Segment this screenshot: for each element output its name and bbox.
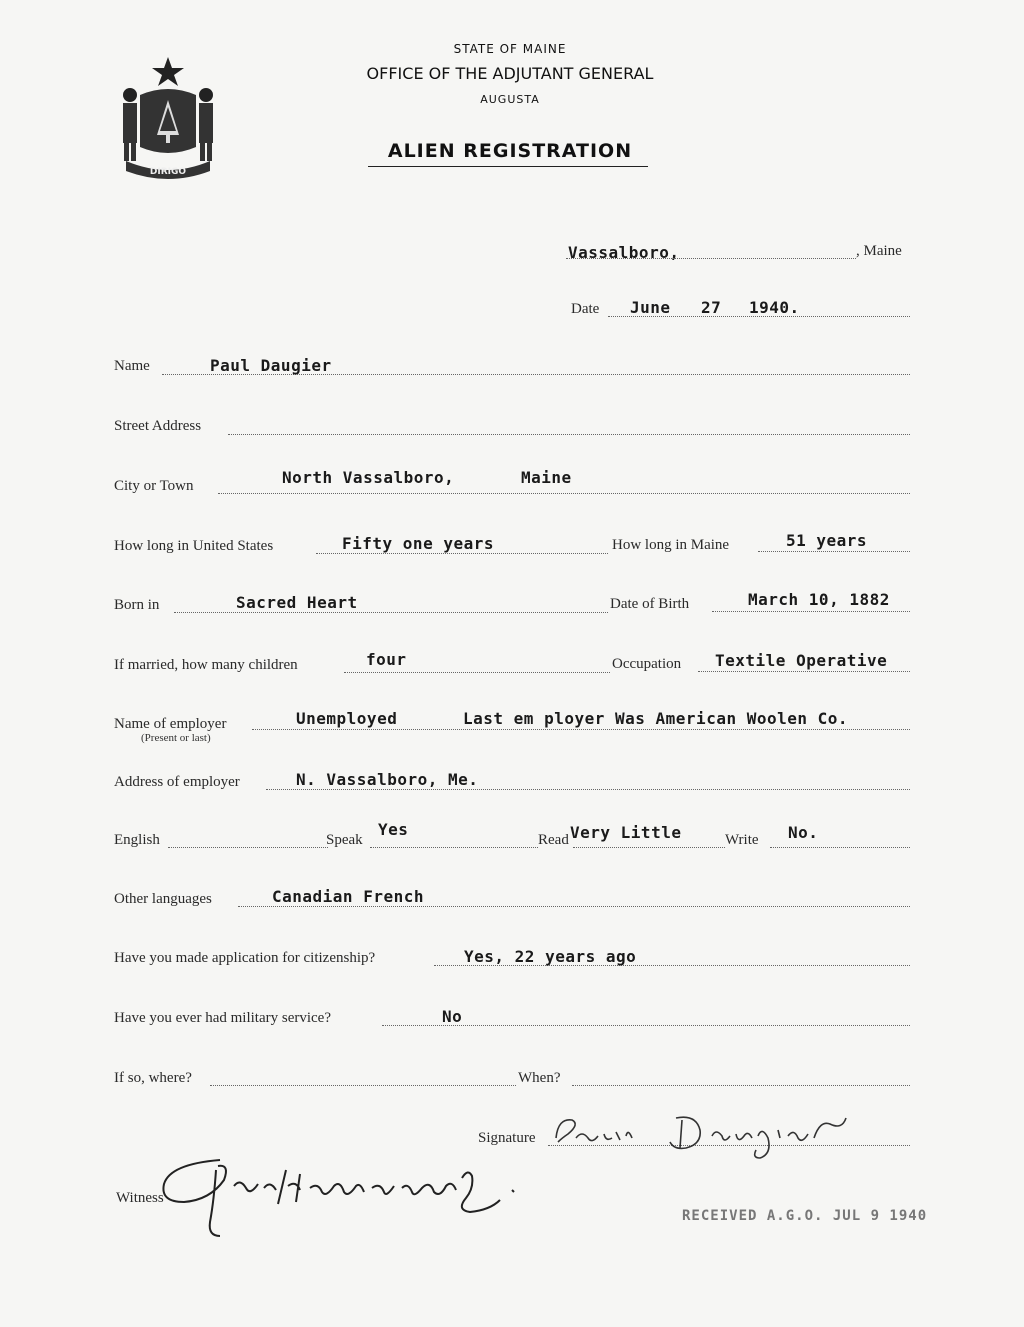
town-line: [566, 258, 856, 259]
born-in-value: Sacred Heart: [236, 593, 358, 612]
how-long-us-value: Fifty one years: [342, 534, 494, 553]
speak-line: [370, 847, 538, 848]
citizenship-label: Have you made application for citizenship?: [114, 950, 376, 966]
city-label: City or Town: [114, 478, 194, 494]
city-value-state: Maine: [521, 468, 572, 487]
employer-address-line: [266, 789, 910, 790]
speak-value: Yes: [378, 820, 409, 839]
other-languages-value: Canadian French: [272, 887, 424, 906]
how-long-maine-value: 51 years: [786, 531, 868, 550]
dob-line: [712, 611, 910, 612]
military-label: Have you ever had military service?: [114, 1010, 331, 1026]
date-label: Date: [571, 301, 600, 317]
city-line: [218, 493, 910, 494]
read-label: Read: [538, 832, 569, 848]
english-line: [168, 847, 328, 848]
name-label: Name: [114, 358, 150, 374]
occupation-label: Occupation: [612, 656, 682, 672]
maine-state-seal-icon: [112, 55, 224, 180]
street-label: Street Address: [114, 418, 202, 434]
when-label: When?: [518, 1070, 561, 1086]
town-value: Vassalboro,: [568, 243, 680, 262]
other-languages-label: Other languages: [114, 891, 212, 907]
page-title: ALIEN REGISTRATION: [387, 140, 633, 162]
signature-label: Signature: [478, 1130, 536, 1146]
children-label: If married, how many children: [114, 657, 298, 673]
children-value: four: [366, 650, 407, 669]
how-long-us-line: [316, 553, 608, 554]
dob-label: Date of Birth: [610, 596, 690, 612]
occupation-value: Textile Operative: [715, 651, 888, 670]
occupation-line: [698, 671, 910, 672]
children-line: [344, 672, 610, 673]
date-month: June: [630, 298, 671, 317]
speak-label: Speak: [326, 832, 363, 848]
header-state: STATE OF MAINE: [453, 42, 567, 56]
header-city: AUGUSTA: [480, 93, 540, 106]
dob-value: March 10, 1882: [748, 590, 890, 609]
employer-sublabel: (Present or last): [141, 732, 211, 744]
military-value: No: [442, 1007, 463, 1026]
svg-text:DIRIGO: DIRIGO: [149, 167, 187, 177]
born-in-label: Born in: [114, 597, 160, 613]
read-line: [573, 847, 725, 848]
write-value: No.: [788, 823, 819, 842]
state-label: , Maine: [856, 243, 902, 259]
date-day: 27: [701, 298, 722, 317]
other-languages-line: [238, 906, 910, 907]
write-label: Write: [725, 832, 759, 848]
city-value: North Vassalboro,: [282, 468, 455, 487]
witness-handwriting: [150, 1140, 530, 1240]
how-long-maine-line: [758, 551, 910, 552]
date-year: 1940.: [749, 298, 800, 317]
where-line: [210, 1085, 516, 1086]
witness-label: Witness: [116, 1190, 164, 1206]
signature-handwriting: [546, 1108, 866, 1162]
employer-line: [252, 729, 910, 730]
born-in-line: [174, 612, 608, 613]
when-line: [572, 1085, 910, 1086]
citizenship-value: Yes, 22 years ago: [464, 947, 637, 966]
read-value: Very Little: [570, 823, 682, 842]
title-underline: [368, 166, 648, 167]
employer-address-value: N. Vassalboro, Me.: [296, 770, 479, 789]
received-stamp: RECEIVED A.G.O. JUL 9 1940: [682, 1208, 928, 1224]
name-value: Paul Daugier: [210, 356, 332, 375]
employer-label: Name of employer: [114, 716, 227, 732]
employer-last-value: Last em ployer Was American Woolen Co.: [463, 709, 849, 728]
how-long-maine-label: How long in Maine: [612, 537, 730, 553]
street-line: [228, 434, 910, 435]
write-line: [770, 847, 910, 848]
how-long-us-label: How long in United States: [114, 538, 274, 554]
header-office: OFFICE OF THE ADJUTANT GENERAL: [366, 64, 654, 83]
employer-address-label: Address of employer: [114, 774, 240, 790]
employer-value: Unemployed: [296, 709, 398, 728]
english-label: English: [114, 832, 160, 848]
where-label: If so, where?: [114, 1070, 192, 1086]
